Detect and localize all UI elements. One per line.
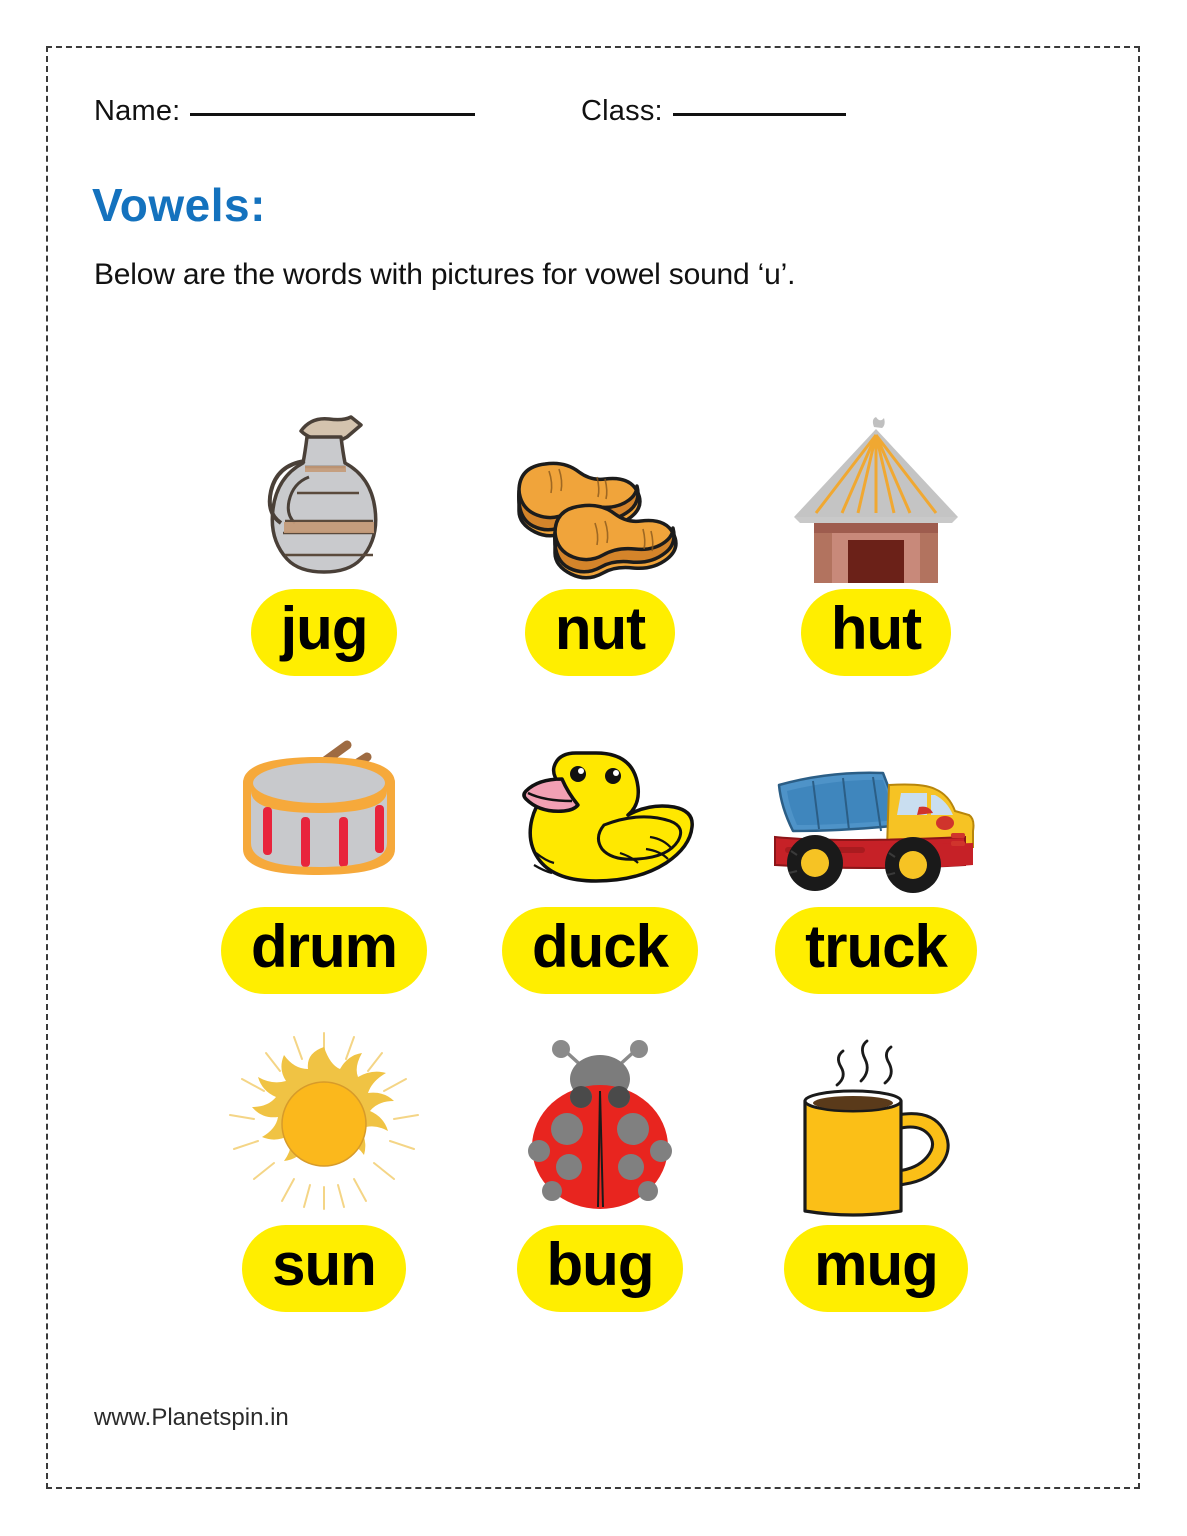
truck-icon — [738, 709, 1014, 901]
instruction-text: Below are the words with pictures for vowel sound ‘u’. — [94, 258, 796, 291]
word-label: nut — [525, 589, 675, 676]
word-cell-drum — [186, 696, 462, 994]
name-field[interactable] — [94, 95, 475, 128]
grid-row — [186, 696, 1016, 994]
class-input-rule[interactable] — [673, 113, 846, 116]
ladybug-icon — [462, 1027, 738, 1219]
word-cell-jug — [186, 378, 462, 676]
word-cell-sun — [186, 1014, 462, 1312]
drum-icon — [186, 709, 462, 901]
duck-icon — [462, 709, 738, 901]
word-label: hut — [801, 589, 951, 676]
grid-row — [186, 1014, 1016, 1312]
name-label: Name: — [94, 95, 181, 127]
mug-icon — [738, 1027, 1014, 1219]
word-cell-duck — [462, 696, 738, 994]
word-label: sun — [242, 1225, 406, 1312]
word-label: jug — [251, 589, 398, 676]
word-label: bug — [517, 1225, 684, 1312]
grid-row — [186, 378, 1016, 676]
word-cell-truck — [738, 696, 1014, 994]
footer-website: www.Planetspin.in — [94, 1404, 289, 1431]
word-cell-mug — [738, 1014, 1014, 1312]
word-label: duck — [502, 907, 698, 994]
word-cell-hut — [738, 378, 1014, 676]
student-fields — [94, 95, 994, 141]
word-label: mug — [784, 1225, 968, 1312]
page-title: Vowels: — [92, 179, 266, 231]
jug-icon — [186, 391, 462, 583]
word-label: truck — [775, 907, 977, 994]
name-input-rule[interactable] — [190, 113, 475, 116]
word-label: drum — [221, 907, 427, 994]
class-field[interactable] — [581, 95, 846, 128]
word-cell-nut — [462, 378, 738, 676]
sun-icon — [186, 1027, 462, 1219]
class-label: Class: — [581, 95, 663, 127]
vocabulary-grid — [186, 378, 1016, 1312]
hut-icon — [738, 391, 1014, 583]
nut-icon — [462, 391, 738, 583]
word-cell-bug — [462, 1014, 738, 1312]
